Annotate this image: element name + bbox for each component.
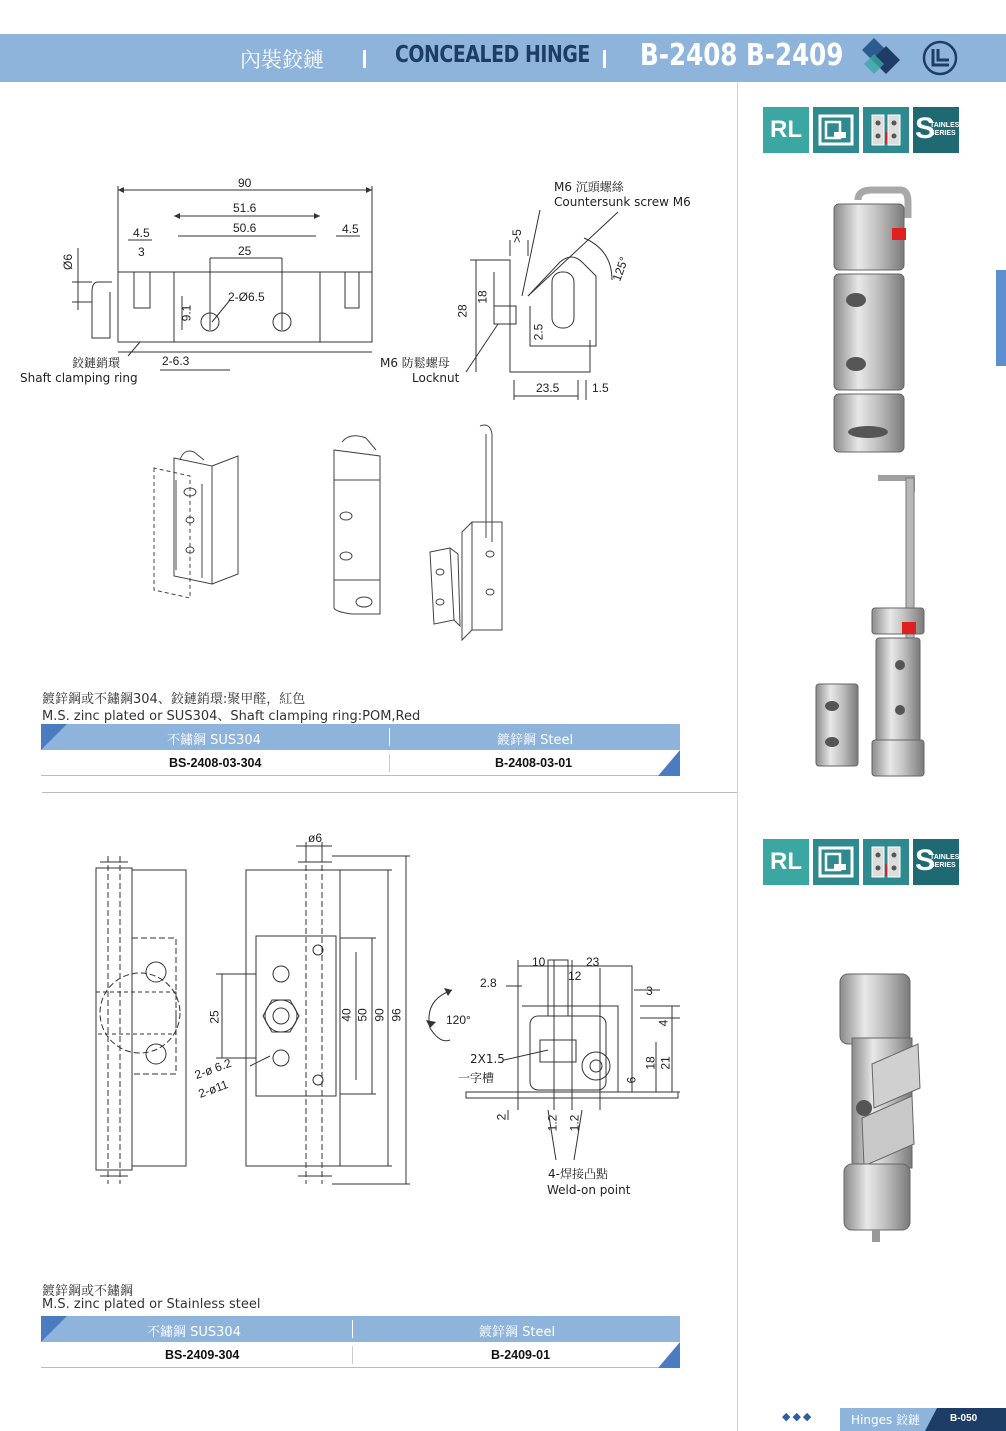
- dim-label: 50: [355, 1008, 370, 1022]
- footer-dots-icon: ◆◆◆: [782, 1410, 814, 1423]
- callout-locknut-en: Locknut: [412, 371, 460, 385]
- dim-label: 51.6: [233, 201, 257, 215]
- drawing-b2409: [0, 820, 737, 1140]
- dim-label: 40: [339, 1008, 354, 1022]
- dim-label: 2-ø 6.2: [192, 1055, 234, 1083]
- dim-label: Ø6: [61, 253, 76, 271]
- dim-label: 2-Ø6.5: [228, 290, 265, 304]
- dim-label: 2-ø11: [196, 1077, 230, 1101]
- dim-label: 25: [238, 244, 252, 258]
- dim-label: 10: [532, 955, 546, 969]
- product-photo-b2408-open: [812, 470, 932, 782]
- callout-screw-en: Countersunk screw M6: [554, 195, 691, 209]
- dim-label: 2.5: [531, 323, 546, 341]
- callout-ring-en: Shaft clamping ring: [20, 371, 138, 385]
- dim-label: >5: [509, 229, 524, 243]
- dim-label: 3: [138, 245, 145, 259]
- table-row: [41, 1342, 680, 1368]
- slot-label: 一字槽: [458, 1071, 495, 1085]
- part-number-stainless: BS-2408-03-304: [169, 756, 262, 770]
- order-table-b2409: [41, 1316, 680, 1368]
- product-photo-b2409: [832, 968, 932, 1243]
- table-row: [41, 750, 680, 776]
- isometric-sketches: [150, 420, 530, 650]
- section-divider: [42, 792, 737, 793]
- header-title-en: CONCEALED HINGE: [395, 42, 590, 68]
- dim-label: 23.5: [536, 381, 560, 395]
- table-col-steel: 鍍鋅鋼 Steel: [479, 1325, 556, 1340]
- dim-label: 23: [586, 955, 600, 969]
- dim-label: 21: [658, 1056, 673, 1070]
- dim-label: 96: [389, 1008, 404, 1022]
- dim-label: 125°: [609, 254, 632, 284]
- dim-label: 90: [238, 176, 252, 190]
- dim-label: 25: [207, 1010, 222, 1024]
- dim-label: 4.5: [133, 226, 150, 240]
- feature-badges: [763, 839, 965, 885]
- dim-label: 1.2: [545, 1114, 560, 1132]
- footer-category: Hinges 鉸鏈: [851, 1413, 921, 1427]
- material-text-en: M.S. zinc plated or Stainless steel: [42, 1297, 261, 1312]
- stainless-series-badge: S TAINLESS SERIES: [913, 107, 959, 153]
- part-number-stainless: BS-2409-304: [165, 1348, 240, 1362]
- table-col-sus304: 不鏽鋼 SUS304: [167, 733, 261, 748]
- table-header: [41, 724, 680, 750]
- hinge-parts-icon: [863, 107, 909, 153]
- callout-locknut-zh: M6 防鬆螺母: [380, 356, 450, 370]
- dim-label: 50.6: [233, 221, 257, 235]
- dim-label: 4: [656, 1019, 671, 1027]
- product-photo-b2408-closed: [828, 188, 912, 458]
- dim-label: 2: [494, 1113, 509, 1121]
- brand-logo-icon: [922, 40, 958, 76]
- callout-weld-zh: 4-焊接凸點: [548, 1167, 608, 1181]
- table-col-steel: 鍍鋅鋼 Steel: [497, 733, 574, 748]
- dim-label: 18: [475, 290, 490, 304]
- dim-label: 1.5: [592, 381, 609, 395]
- dim-label: 9.1: [179, 304, 194, 322]
- mount-icon: [813, 839, 859, 885]
- order-table-b2408: [41, 724, 680, 776]
- dim-label: 120°: [446, 1013, 471, 1027]
- hinge-parts-icon: [863, 839, 909, 885]
- rl-badge: RL: [763, 107, 809, 153]
- dim-label: 12: [568, 969, 582, 983]
- column-divider: [737, 82, 738, 1431]
- stainless-series-badge: S TAINLESS SERIES: [913, 839, 959, 885]
- header-product-codes: B-2408 B-2409: [640, 38, 844, 73]
- dim-label: 4.5: [342, 222, 359, 236]
- dim-label: 90: [372, 1008, 387, 1022]
- part-number-steel: B-2409-01: [491, 1348, 551, 1362]
- material-text-zh: 鍍鋅鋼或不鏽鋼: [42, 1284, 134, 1299]
- dim-label: 3: [646, 984, 653, 998]
- table-header: [41, 1316, 680, 1342]
- mount-icon: [813, 107, 859, 153]
- table-col-sus304: 不鏽鋼 SUS304: [147, 1325, 241, 1340]
- side-tab: [996, 270, 1006, 366]
- dim-label: 2-6.3: [162, 354, 190, 368]
- callout-ring-zh: 鉸鏈銷環: [72, 356, 121, 370]
- dim-label: 18: [643, 1056, 658, 1070]
- dim-label: 2.8: [480, 976, 497, 990]
- dim-label: 1.2: [567, 1114, 582, 1132]
- dim-label: 2X1.5: [470, 1052, 505, 1066]
- part-number-steel: B-2408-03-01: [495, 756, 573, 770]
- material-text-zh: 鍍鋅鋼或不鏽鋼304、鉸鏈銷環:聚甲醛，紅色: [42, 692, 306, 707]
- rl-badge: RL: [763, 839, 809, 885]
- dim-label: 28: [455, 304, 470, 318]
- header-title-zh: 內裝鉸鏈: [240, 48, 324, 72]
- feature-badges: [763, 107, 965, 153]
- dim-label: ø6: [308, 831, 323, 845]
- diamond-icon: [860, 36, 904, 80]
- callout-screw-zh: M6 沉頭螺絲: [554, 180, 624, 194]
- page-number: B-050: [950, 1413, 978, 1424]
- material-text-en: M.S. zinc plated or SUS304、Shaft clamping ring:POM,Red: [42, 709, 421, 724]
- callout-weld-en: Weld-on point: [547, 1183, 631, 1197]
- dim-label: 6: [624, 1076, 639, 1084]
